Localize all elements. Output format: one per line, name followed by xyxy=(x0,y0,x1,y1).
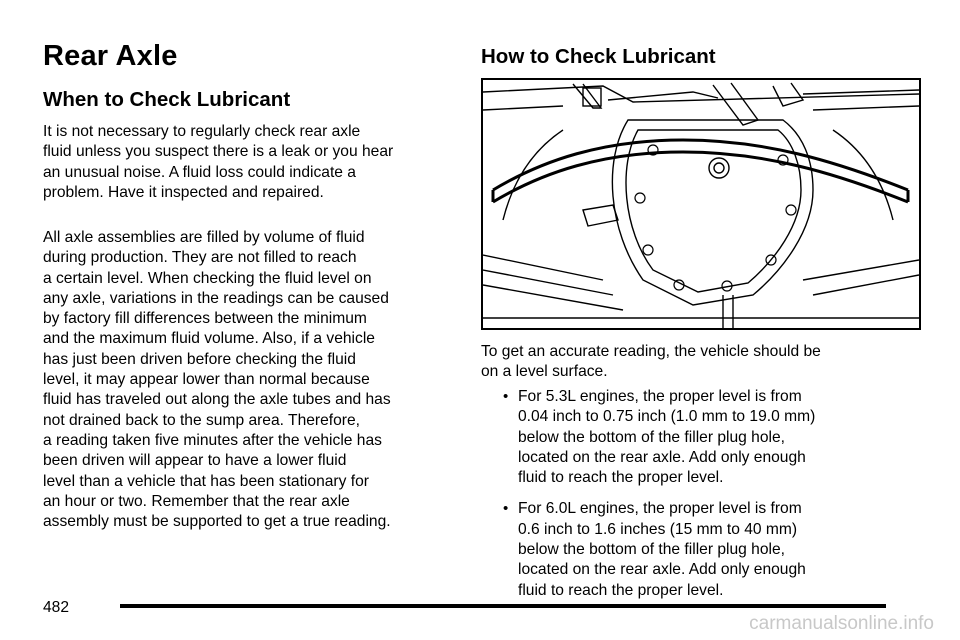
list-item-5-3l xyxy=(481,387,921,488)
section-heading-when: When to Check Lubricant xyxy=(43,88,291,111)
engine-spec-list xyxy=(481,387,921,612)
bullet-text: For 5.3L engines, the proper level is from 0.04 inch to 0.75 inch (1.0 mm to 19.0 mm) below the bottom of the filler plug hole, located on the rear axle. Add only enough fluid to reach the proper level. xyxy=(518,388,816,487)
page-number: 482 xyxy=(43,599,70,616)
section-heading-how: How to Check Lubricant xyxy=(481,45,716,68)
bullet-glyph: • xyxy=(503,500,509,518)
paragraph-level-surface: To get an accurate reading, the vehicle should be on a level surface. xyxy=(481,343,821,381)
page-title: Rear Axle xyxy=(43,40,178,72)
watermark-text: carmanualsonline.info xyxy=(749,613,934,634)
paragraph-intro: It is not necessary to regularly check rear axle fluid unless you suspect there is a leak or you hear an unusual noise. A fluid loss could indicate a problem. Have it inspected and repaired. xyxy=(43,123,394,201)
paragraph-details: All axle assemblies are filled by volume of fluid during production. They are not filled to reach a certain level. When checking the fluid level on any axle, variations in the readings can be caused by factory fill differences between the minimum and the maximum fluid volume. Also, if a vehicle has just been driven before checking the fluid level, it may appear lower than normal because fluid has traveled out along the axle tubes and has not drained back to the sump area. Therefore, a reading taken five minutes after the vehicle has been driven will appear to have a lower fluid level than a vehicle that has been stationary for an hour or two. Remember that the rear axle assembly must be supported to get a true reading. xyxy=(43,229,391,531)
axle-drawing xyxy=(483,80,919,328)
rear-axle-illustration xyxy=(481,78,921,330)
footer-rule xyxy=(120,604,886,608)
bullet-glyph: • xyxy=(503,388,509,405)
list-item-6-0l xyxy=(481,499,921,600)
bullet-text: For 6.0L engines, the proper level is from 0.6 inch to 1.6 inches (15 mm to 40 mm) below the bottom of the filler plug hole, located on the rear axle. Add only enough fluid to reach the proper level. xyxy=(518,500,806,599)
